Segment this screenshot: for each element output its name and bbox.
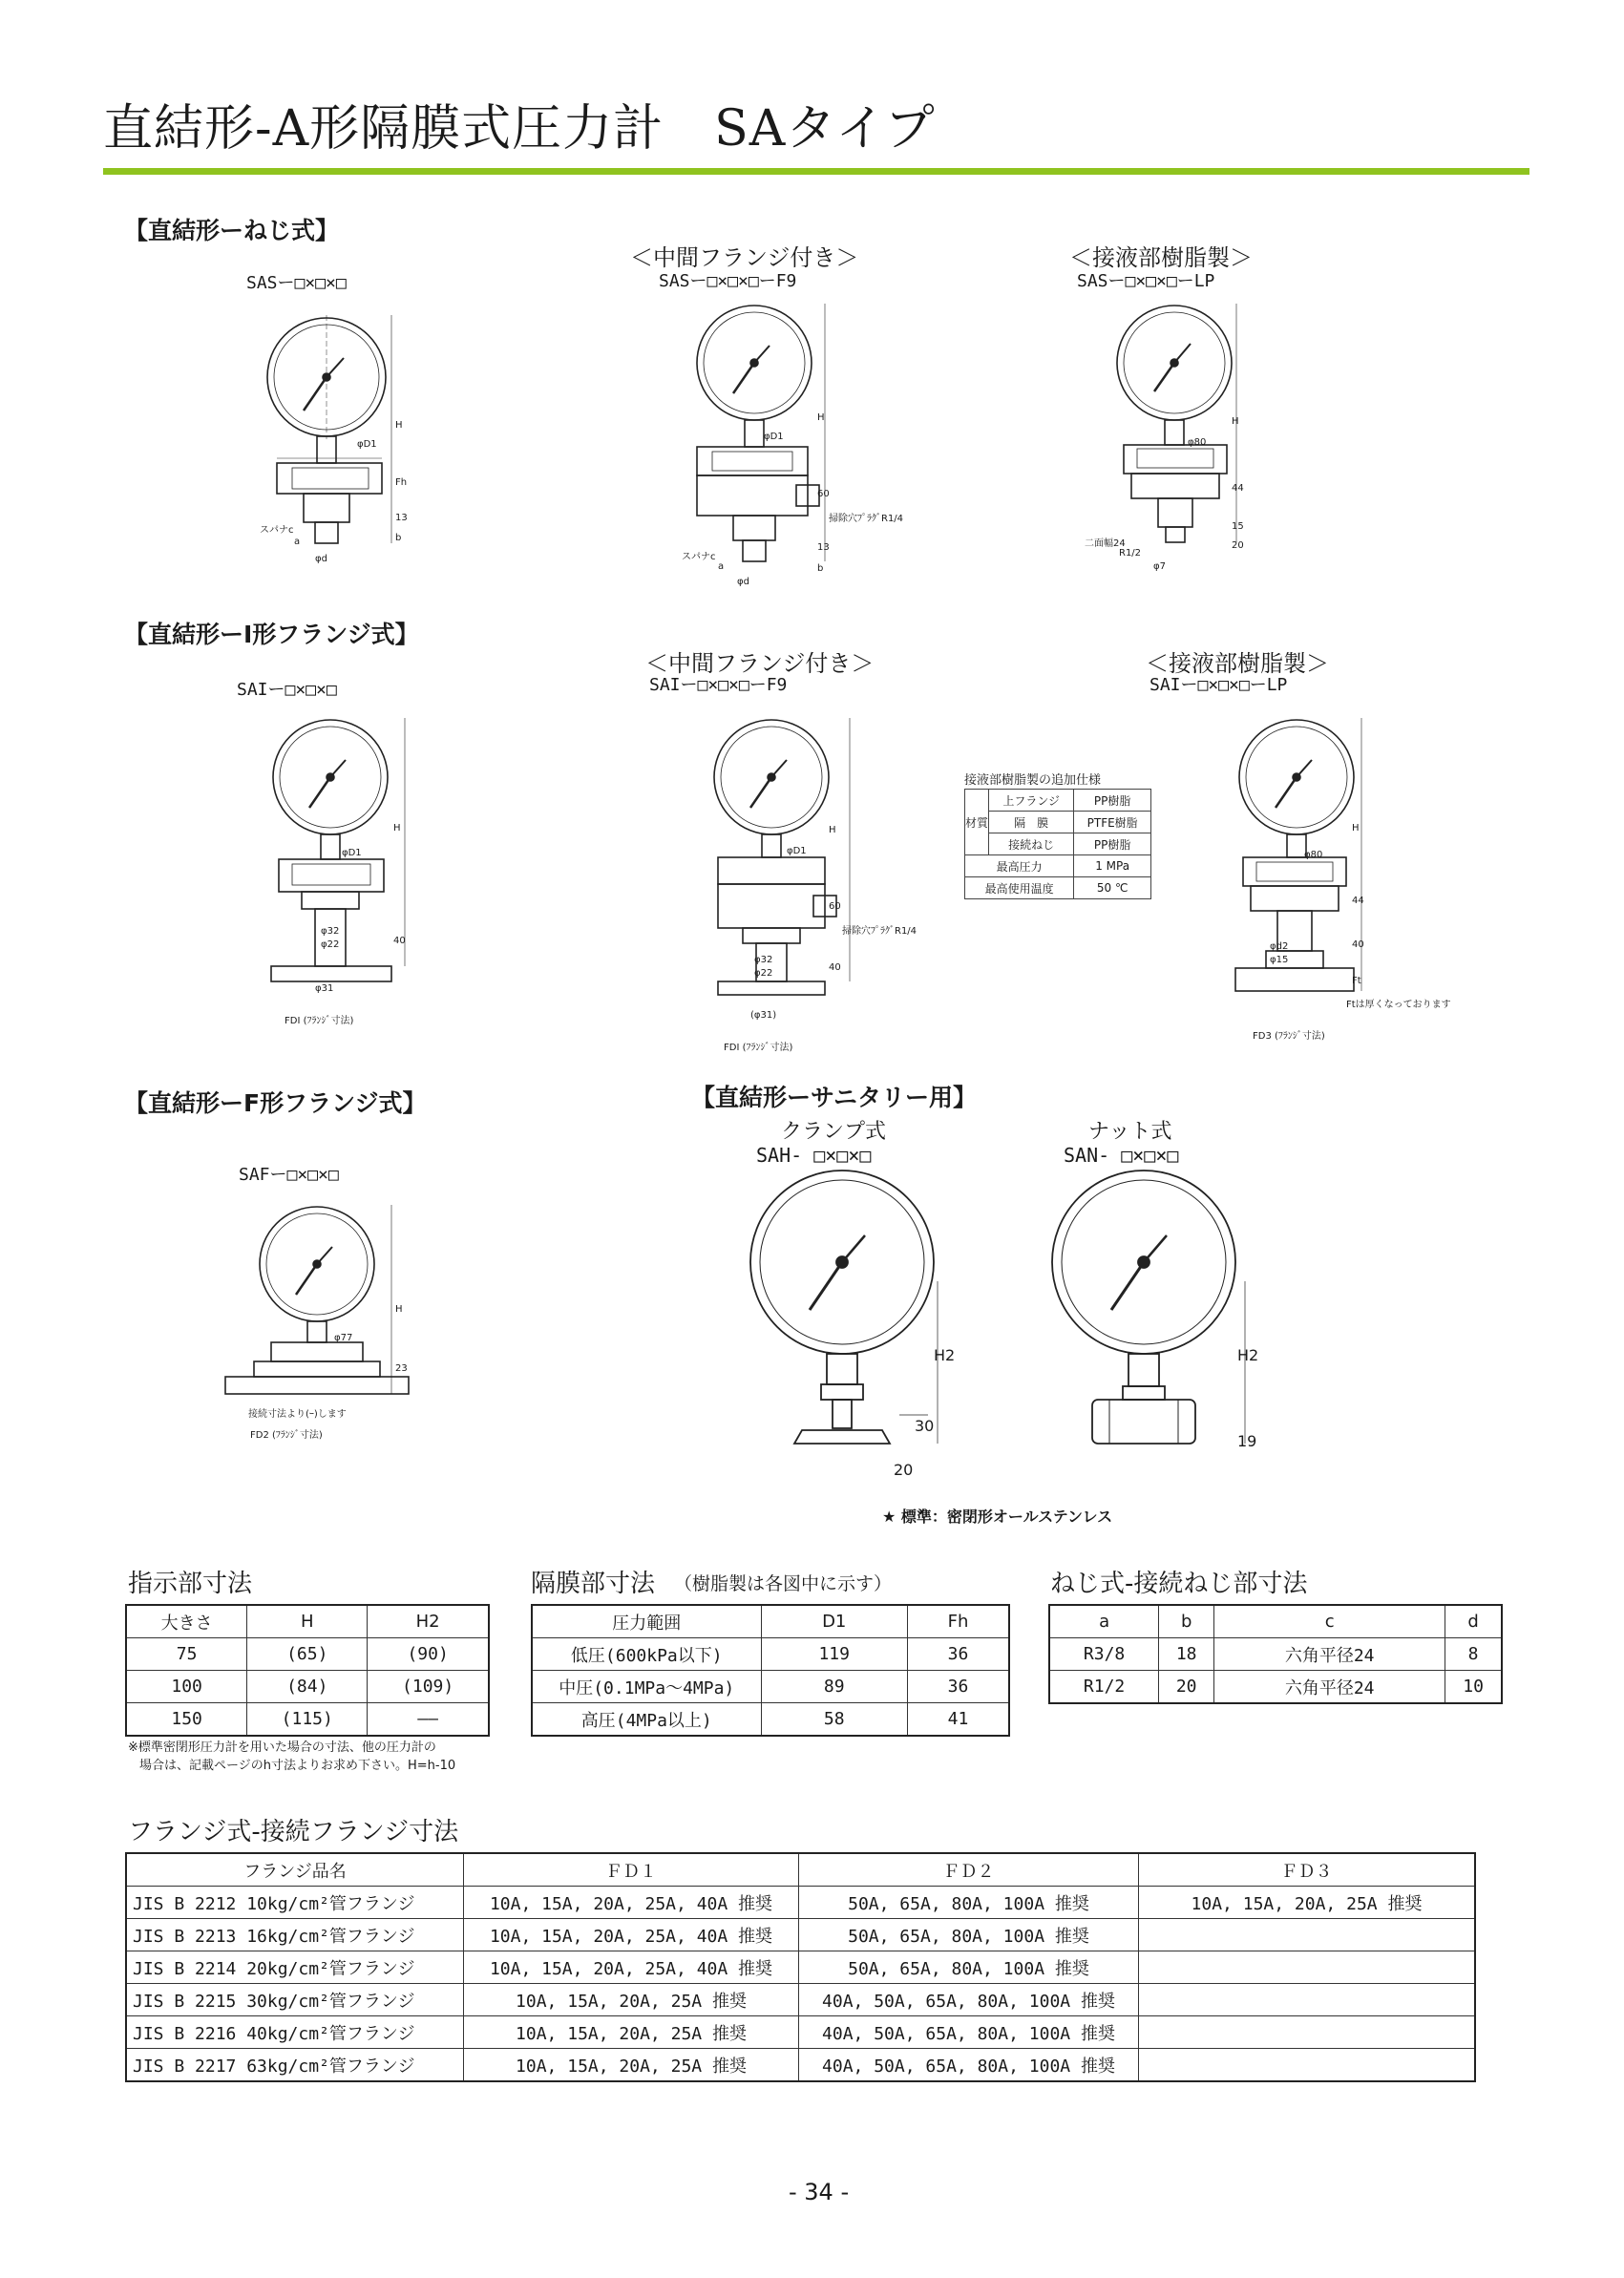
- table-cell: 36: [907, 1671, 1009, 1703]
- caption-resin: ＜接液部樹脂製＞: [1069, 244, 1253, 271]
- table-cell: JIS B 2214 20kg/cm²管フランジ: [126, 1951, 464, 1984]
- dim-label-h2-sah: H2: [934, 1346, 956, 1364]
- table-cell: 36: [907, 1638, 1009, 1671]
- page-title: 直結形-A形隔膜式圧力計 SAタイプ: [103, 100, 936, 158]
- section-heading-fflange: 【直結形ーF形フランジ式】: [124, 1089, 427, 1117]
- dim-label-h: H: [395, 420, 403, 431]
- table-cell: 41: [907, 1703, 1009, 1737]
- table-cell: 中圧(0.1MPa～4MPa): [532, 1671, 761, 1703]
- dim-label-spanner-f9: スパナc: [682, 552, 716, 562]
- dim-label-40-sai-f9: 40: [829, 962, 841, 973]
- table-cell: 10A, 15A, 20A, 25A, 40A 推奨: [464, 1919, 799, 1951]
- model-code-sas-lp: SASー□×□×□ーLP: [1077, 271, 1215, 291]
- dim-label-fh: Fh: [395, 477, 408, 488]
- table-cell: 50A, 65A, 80A, 100A 推奨: [799, 1919, 1139, 1951]
- dim-label-d22-sai-f9: φ22: [754, 968, 773, 979]
- table-cell: ——: [368, 1703, 489, 1737]
- table-cell: 高圧(4MPa以上): [532, 1703, 761, 1737]
- table-cell: 100: [126, 1671, 247, 1703]
- standard-note: ★ 標準：密閉形オールステンレス: [882, 1508, 1113, 1526]
- table-flange: [125, 1852, 1476, 2082]
- dim-label-60-sai-f9: 60: [829, 901, 841, 912]
- section-heading-iflange: 【直結形ーI形フランジ式】: [124, 621, 419, 648]
- table-cell: R1/2: [1049, 1671, 1159, 1704]
- indicator-note-line-1: ※標準密閉形圧力計を用いた場合の寸法、他の圧力計の: [128, 1740, 436, 1755]
- table-screw: [1048, 1604, 1503, 1704]
- table-subtitle-diaphragm: （樹脂製は各図中に示す）: [674, 1573, 893, 1594]
- dim-label-44-lp: 44: [1232, 483, 1244, 494]
- caption-mid-flange-i: ＜中間フランジ付き＞: [645, 650, 875, 677]
- table-cell: (115): [247, 1703, 368, 1737]
- table-cell: 10A, 15A, 20A, 25A 推奨: [464, 2016, 799, 2049]
- dim-label-plug-f9: 掃除穴ﾌﾟﾗｸﾞR1/4: [829, 514, 904, 524]
- table-indicator: [125, 1604, 490, 1737]
- table-cell: 10A, 15A, 20A, 25A, 40A 推奨: [464, 1951, 799, 1984]
- dim-label-h-f9: H: [817, 412, 825, 423]
- table-header: ＦＤ１: [464, 1853, 799, 1887]
- table-cell: 20: [1159, 1671, 1214, 1704]
- table-cell: 50A, 65A, 80A, 100A 推奨: [799, 1887, 1139, 1919]
- table-cell: 89: [761, 1671, 907, 1703]
- dim-label-h-sai-f9: H: [829, 825, 836, 835]
- table-diaphragm: [531, 1604, 1010, 1737]
- resin-spec-material-label: 材質: [965, 790, 989, 855]
- resin-spec-key: 接続ねじ: [989, 833, 1074, 855]
- dim-label-d77-saf: φ77: [334, 1333, 353, 1343]
- table-cell: 六角平径24: [1214, 1638, 1445, 1671]
- table-cell: [1139, 2049, 1476, 2082]
- table-cell: 58: [761, 1703, 907, 1737]
- dim-label-h-saf: H: [395, 1304, 403, 1315]
- model-code-sas: SASー□×□×□: [246, 273, 347, 293]
- dim-label-19-san: 19: [1237, 1432, 1257, 1450]
- dim-label-b-f9: b: [817, 563, 824, 574]
- model-code-saf: SAFー□×□×□: [239, 1165, 339, 1185]
- dim-label-d1: φD1: [357, 439, 377, 450]
- indicator-note-line-2: 場合は、記載ページのh寸法よりお求め下さい。H=h-10: [139, 1759, 456, 1773]
- table-cell: 40A, 50A, 65A, 80A, 100A 推奨: [799, 2049, 1139, 2082]
- dim-label-d32-sai-f9: φ32: [754, 955, 773, 965]
- dim-label-a: a: [294, 537, 301, 547]
- dim-label-d31-sai: φ31: [315, 983, 334, 994]
- title-underline: [103, 168, 1529, 175]
- dim-label-d31p-sai-f9: (φ31): [750, 1010, 777, 1021]
- table-title-flange: フランジ式-接続フランジ寸法: [128, 1818, 459, 1846]
- dim-label-40-sai-lp: 40: [1352, 939, 1364, 950]
- table-cell: 50A, 65A, 80A, 100A 推奨: [799, 1951, 1139, 1984]
- note-ft-thicker: Ftは厚くなっております: [1346, 1000, 1451, 1010]
- resin-spec-value: PP樹脂: [1074, 790, 1151, 812]
- dim-label-30-sah: 30: [915, 1417, 935, 1435]
- model-code-sai-lp: SAIー□×□×□ーLP: [1149, 675, 1288, 695]
- table-cell: 10A, 15A, 20A, 25A 推奨: [1139, 1887, 1476, 1919]
- table-header: b: [1159, 1605, 1214, 1638]
- table-cell: 10A, 15A, 20A, 25A, 40A 推奨: [464, 1887, 799, 1919]
- table-cell: [1139, 1919, 1476, 1951]
- table-header: Fh: [907, 1605, 1009, 1638]
- table-header: 大きさ: [126, 1605, 247, 1638]
- table-header: d: [1445, 1605, 1502, 1638]
- model-code-sah: SAH- □×□×□: [756, 1144, 872, 1167]
- dim-label-h-sai-lp: H: [1352, 823, 1360, 833]
- caption-nut: ナット式: [1088, 1120, 1172, 1144]
- dim-label-44-sai-lp: 44: [1352, 896, 1364, 906]
- dim-label-a-f9: a: [718, 561, 725, 572]
- dim-label-d2-sai-lp: φd2: [1270, 941, 1289, 952]
- model-code-sai-f9: SAIー□×□×□ーF9: [649, 675, 788, 695]
- model-code-sas-f9: SASー□×□×□ーF9: [659, 271, 797, 291]
- page-number: - 34 -: [789, 2179, 850, 2205]
- gauge-drawing-sai-f9: [695, 718, 876, 1004]
- table-header: H2: [368, 1605, 489, 1638]
- dim-label-fd2-saf: FD2 (ﾌﾗﾝｼﾞ寸法): [250, 1430, 323, 1441]
- table-cell: [1139, 2016, 1476, 2049]
- dim-label-23-saf: 23: [395, 1363, 408, 1374]
- resin-spec-key: 最高圧力: [965, 855, 1074, 877]
- dim-label-r12-lp: R1/2: [1119, 548, 1142, 559]
- resin-spec-value: 50 ℃: [1074, 877, 1151, 899]
- dim-label-d1-f9: φD1: [764, 432, 784, 442]
- table-title-diaphragm: 隔膜部寸法: [531, 1570, 656, 1598]
- table-header: 圧力範囲: [532, 1605, 761, 1638]
- dim-label-13-f9: 13: [817, 542, 830, 553]
- model-code-sai: SAIー□×□×□: [237, 680, 337, 700]
- caption-resin-i: ＜接液部樹脂製＞: [1146, 650, 1329, 677]
- dim-label-13: 13: [395, 513, 408, 523]
- table-cell: JIS B 2213 16kg/cm²管フランジ: [126, 1919, 464, 1951]
- table-cell: 150: [126, 1703, 247, 1737]
- dim-label-d15-sai-lp: φ15: [1270, 955, 1289, 965]
- table-cell: 75: [126, 1638, 247, 1671]
- dim-label-d: φd: [315, 554, 327, 564]
- table-header: ＦＤ２: [799, 1853, 1139, 1887]
- dim-label-20-sah: 20: [894, 1461, 914, 1479]
- dim-label-60-f9: 60: [817, 489, 830, 499]
- dim-label-fd3-sai-lp: FD3 (ﾌﾗﾝｼﾞ寸法): [1253, 1031, 1325, 1042]
- resin-spec-key: 上フランジ: [989, 790, 1074, 812]
- dim-label-d80-lp: φ80: [1188, 437, 1207, 448]
- dim-label-20-lp: 20: [1232, 540, 1244, 551]
- table-header: フランジ品名: [126, 1853, 464, 1887]
- table-cell: (109): [368, 1671, 489, 1703]
- section-heading-screw: 【直結形ーねじ式】: [124, 217, 340, 244]
- table-cell: R3/8: [1049, 1638, 1159, 1671]
- model-code-san: SAN- □×□×□: [1064, 1144, 1179, 1167]
- dim-label-d32-sai: φ32: [321, 926, 340, 937]
- resin-spec-value: PP樹脂: [1074, 833, 1151, 855]
- dim-label-b: b: [395, 533, 402, 543]
- dim-label-40-sai: 40: [393, 936, 406, 946]
- table-cell: (65): [247, 1638, 368, 1671]
- table-cell: 低圧(600kPa以下): [532, 1638, 761, 1671]
- dim-label-fd1-sai: FDI (ﾌﾗﾝｼﾞ寸法): [285, 1016, 354, 1026]
- dim-label-spanner: スパナc: [260, 525, 294, 536]
- dim-label-d1-sai-f9: φD1: [787, 846, 807, 856]
- table-cell: JIS B 2217 63kg/cm²管フランジ: [126, 2049, 464, 2082]
- dim-label-15-lp: 15: [1232, 521, 1244, 532]
- resin-spec-value: PTFE樹脂: [1074, 812, 1151, 833]
- table-cell: 40A, 50A, 65A, 80A, 100A 推奨: [799, 2016, 1139, 2049]
- table-cell: 10A, 15A, 20A, 25A 推奨: [464, 2049, 799, 2082]
- table-cell: 六角平径24: [1214, 1671, 1445, 1704]
- resin-spec-title: 接液部樹脂製の追加仕様: [964, 773, 1102, 788]
- table-cell: JIS B 2212 10kg/cm²管フランジ: [126, 1887, 464, 1919]
- table-header: c: [1214, 1605, 1445, 1638]
- table-cell: 18: [1159, 1638, 1214, 1671]
- gauge-drawing-sai-lp: [1222, 718, 1394, 1033]
- table-cell: JIS B 2215 30kg/cm²管フランジ: [126, 1984, 464, 2016]
- gauge-drawing-saf: [221, 1205, 412, 1434]
- dim-label-ft-sai-lp: Ft: [1352, 976, 1361, 986]
- dim-label-d-f9: φd: [737, 577, 749, 587]
- table-cell: 40A, 50A, 65A, 80A, 100A 推奨: [799, 1984, 1139, 2016]
- dim-label-h2-san: H2: [1237, 1346, 1259, 1364]
- dim-label-h-lp: H: [1232, 416, 1239, 427]
- dim-label-plug-sai-f9: 掃除穴ﾌﾟﾗｸﾞR1/4: [842, 926, 917, 937]
- table-header: H: [247, 1605, 368, 1638]
- dim-label-d1-sai: φD1: [342, 848, 362, 858]
- table-header: a: [1049, 1605, 1159, 1638]
- table-cell: 10: [1445, 1671, 1502, 1704]
- table-header: D1: [761, 1605, 907, 1638]
- table-title-indicator: 指示部寸法: [128, 1570, 253, 1598]
- resin-spec-value: 1 MPa: [1074, 855, 1151, 877]
- table-cell: 119: [761, 1638, 907, 1671]
- dim-label-h-sai: H: [393, 823, 401, 833]
- section-heading-sanitary: 【直結形ーサニタリー用】: [691, 1084, 978, 1111]
- caption-mid-flange: ＜中間フランジ付き＞: [630, 244, 859, 271]
- dim-label-hex24-lp: 二面幅24: [1085, 538, 1126, 549]
- dim-label-d80-sai-lp: φ80: [1304, 850, 1323, 860]
- table-cell: (90): [368, 1638, 489, 1671]
- dim-label-d7-lp: φ7: [1153, 561, 1166, 572]
- table-header: ＦＤ３: [1139, 1853, 1476, 1887]
- resin-spec-key: 最高使用温度: [965, 877, 1074, 899]
- table-title-screw: ねじ式-接続ねじ部寸法: [1050, 1570, 1308, 1598]
- table-cell: [1139, 1984, 1476, 2016]
- resin-spec-key: 隔 膜: [989, 812, 1074, 833]
- table-cell: [1139, 1951, 1476, 1984]
- resin-spec-table: [964, 789, 1151, 899]
- dim-label-fd1-sai-f9: FDI (ﾌﾗﾝｼﾞ寸法): [724, 1043, 793, 1053]
- table-cell: 10A, 15A, 20A, 25A 推奨: [464, 1984, 799, 2016]
- note-saf: 接続寸法より(ｰ)します: [248, 1409, 347, 1420]
- table-cell: JIS B 2216 40kg/cm²管フランジ: [126, 2016, 464, 2049]
- table-cell: 8: [1445, 1638, 1502, 1671]
- dim-label-d22-sai: φ22: [321, 939, 340, 950]
- table-cell: (84): [247, 1671, 368, 1703]
- gauge-drawing-san: [1048, 1167, 1268, 1482]
- caption-clamp: クランプ式: [781, 1120, 887, 1144]
